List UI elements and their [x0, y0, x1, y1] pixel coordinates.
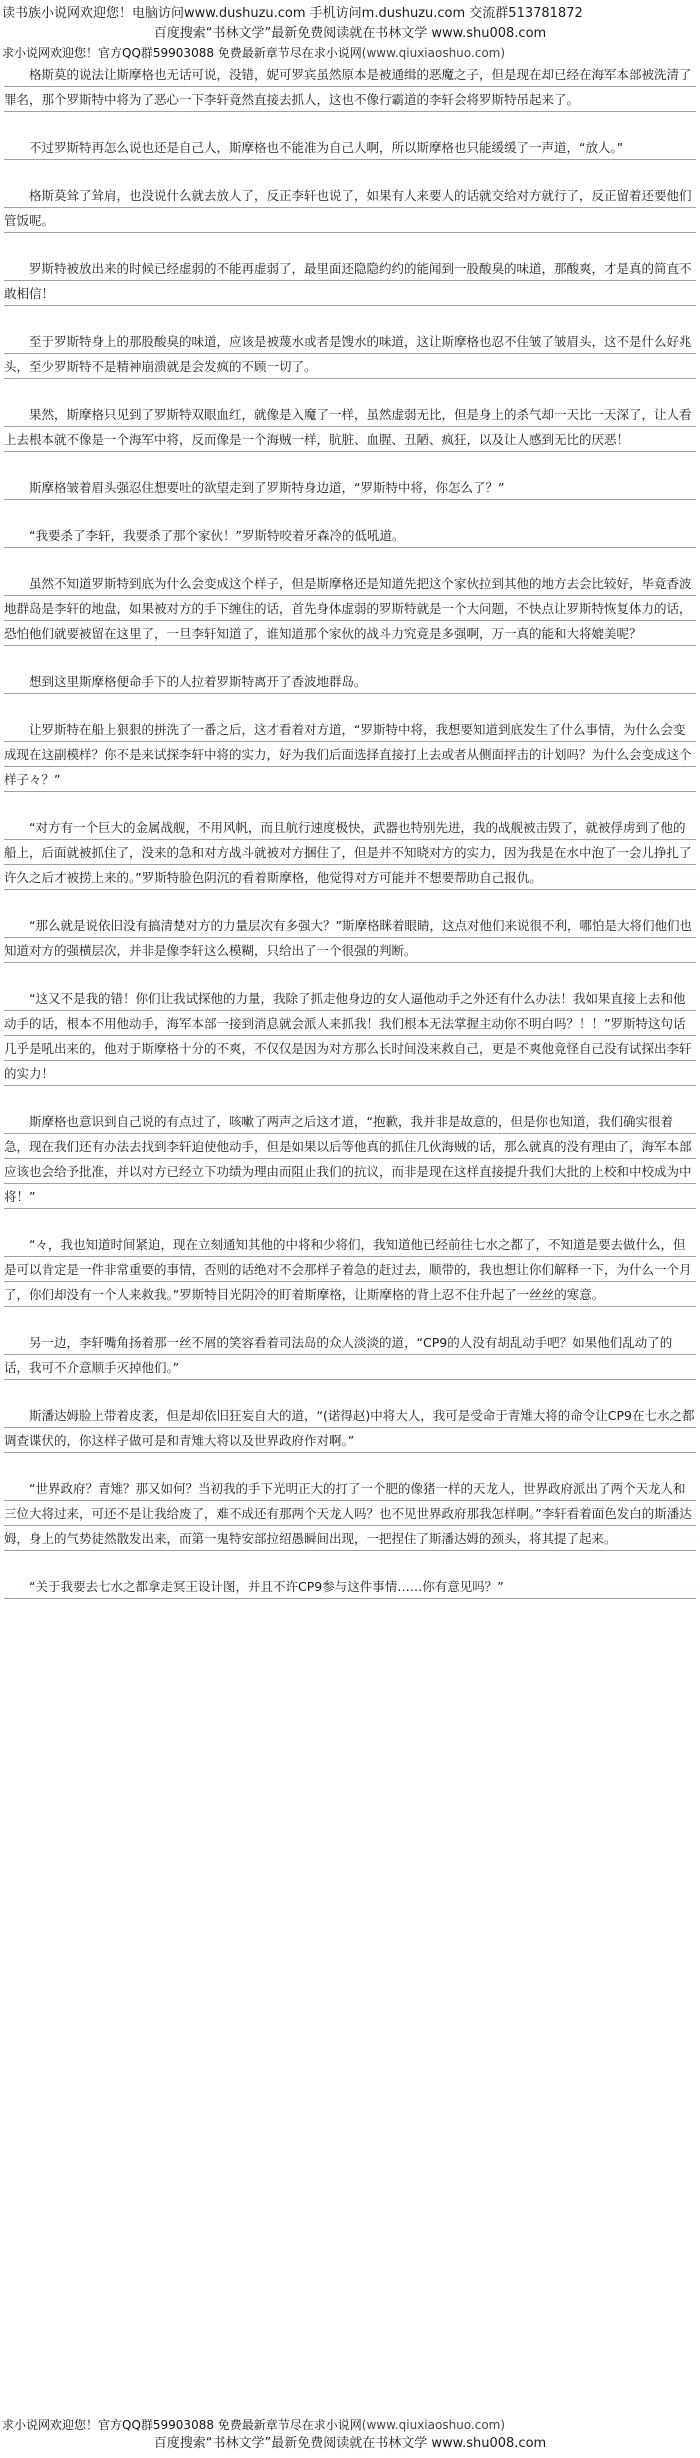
search-ad-line: 百度搜索“书林文学”最新免费阅读就在书林文学 www.shu008.com	[153, 26, 547, 41]
paragraph: “世界政府？青雉？那又如何？当初我的手下光明正大的打了一个肥的像猪一样的天龙人，世界政府派出了两个天龙人和三位大将过来，可还不是让我给废了，难不成还有那两个天龙人吗？也不见世界政府那我怎样啊。”李轩看着面色发白的斯潘达姆，身上的气势徒然散发出来，而第一鬼特安部拉绍愚瞬间出现，一把捏住了斯潘达姆的颈头，将其提了起来。	[4, 1476, 696, 1551]
footer-source-notice	[0, 2416, 700, 2434]
source-notice	[0, 44, 700, 62]
footer-search-ad-line: 百度搜索“书林文学”最新免费阅读就在书林文学 www.shu008.com	[153, 2436, 547, 2451]
chapter-body	[0, 62, 700, 1599]
paragraph: “关于我要去七水之都拿走冥王设计图，并且不许CP9参与这件事情……你有意见吗？”	[4, 1574, 696, 1599]
page-header	[0, 0, 700, 62]
paragraph: 让罗斯特在船上狠狠的拼洗了一番之后，这才看着对方道，“罗斯特中将，我想要知道到底发生了什么事情，为什么会变成现在这副模样？你不是来试探李轩中将的实力，好为我们后面选择直接打上去或者从侧面抨击的计划吗？为什么会变成这个样子々？”	[4, 717, 696, 792]
source-notice-url: (www.qiuxiaoshuo.com)	[361, 46, 506, 60]
paragraph: “々，我也知道时间紧迫，现在立刻通知其他的中将和少将们，我知道他已经前往七水之都了，不知道是要去做什么，但是可以肯定是一件非常重要的事情，否则的话绝对不会那样子着急的赶过去，顺带的，我也想让你们解释一下，为什么一个月了，你们却没有一个人来救我。”罗斯特目光阴冷的盯着斯摩格，让斯摩格的背上忍不住升起了一丝丝的寒意。	[4, 1232, 696, 1307]
paragraph: 至于罗斯特身上的那股酸臭的味道，应该是被蔑水或者是馊水的味道，这让斯摩格也忍不住皱了皱眉头，这不是什么好兆头，至少罗斯特不是精神崩溃就是会发疯的不顾一切了。	[4, 329, 696, 379]
paragraph: 不过罗斯特再怎么说也还是自己人，斯摩格也不能准为自己人啊，所以斯摩格也只能缓缓了一声道，“放人。”	[4, 135, 696, 160]
paragraph: 格斯莫耸了耸肩，也没说什么就去放人了，反正李轩也说了，如果有人来要人的话就交给对方就行了，反正留着还要他们管饭呢。	[4, 183, 696, 233]
paragraph: 斯摩格皱着眉头强忍住想要吐的欲望走到了罗斯特身边道，“罗斯特中将，你怎么了？”	[4, 475, 696, 500]
source-notice-text: 求小说网欢迎您！官方QQ群59903088 免费最新章节尽在求小说网	[2, 46, 362, 60]
paragraph: 果然，斯摩格只见到了罗斯特双眼血红，就像是入魔了一样，虽然虚弱无比，但是身上的杀气却一天比一天深了，让人看上去根本就不像是一个海军中将，反而像是一个海贼一样，肮脏、血腥、丑陋、疯狂，以及让人感到无比的厌恶！	[4, 402, 696, 452]
site-banner: 读书族小说网欢迎您！电脑访问www.dushuzu.com 手机访问m.dushuzu.com 交流群513781872	[2, 6, 583, 21]
paragraph: 斯潘达姆脸上带着皮袤，但是却依旧狂妄自大的道，“(诺得赵)中将大人，我可是受命于青雉大将的命令让CP9在七水之都调查谍伏的，你这样子做可是和青雉大将以及世界政府作对啊。”	[4, 1403, 696, 1453]
paragraph: “对方有一个巨大的金属战舰，不用风帆，而且航行速度极快，武器也特别先进，我的战舰被击毁了，就被俘虏到了他的船上，后面就被抓住了，没来的急和对方战斗就被对方捆住了，但是并不知晓对方的实力，因为我是在水中泡了一会儿挣扎了许久之后才被捞上来的。”罗斯特脸色阴沉的看着斯摩格，他觉得对方可能并不想要帮助自己报仇。	[4, 815, 696, 890]
footer-source-url: (www.qiuxiaoshuo.com)	[361, 2418, 506, 2432]
footer-source-text: 求小说网欢迎您！官方QQ群59903088 免费最新章节尽在求小说网	[2, 2418, 362, 2432]
paragraph: 虽然不知道罗斯特到底为什么会变成这个样子，但是斯摩格还是知道先把这个家伙拉到其他的地方去会比较好，毕竟香波地群岛是李轩的地盘，如果被对方的手下缠住的话，首先身体虚弱的罗斯特就是一个大问题，不快点让罗斯特恢复体力的话，恐怕他们就要被留在这里了，一旦李轩知道了，谁知道那个家伙的战斗力究竟是多强啊，万一真的能和大将媲美呢？	[4, 571, 696, 646]
paragraph: 斯摩格也意识到自己说的有点过了，咳嗽了两声之后这才道，“抱歉，我并非是故意的，但是你也知道，我们确实很着急，现在我们还有办法去找到李轩迫使他动手，但是如果以后等他真的抓住几伙海贼的话，那么就真的没有理由了，海军本部应该也会给予批准，并以对方已经立下功绩为理由而阻止我们的抗议，而非是现在这样直接提升我们大批的上校和中校成为中将！”	[4, 1109, 696, 1209]
paragraph: 另一边，李轩嘴角扬着那一丝不屑的笑容看着司法岛的众人淡淡的道，“CP9的人没有胡乱动手吧？如果他们乱动了的话，我可不介意顺手灭掉他们。”	[4, 1330, 696, 1380]
paragraph: “那么就是说依旧没有搞清楚对方的力量层次有多强大？”斯摩格眯着眼睛，这点对他们来说很不利，哪怕是大将们他们也知道对方的强横层次，并非是像李轩这么模糊，只给出了一个很强的判断。	[4, 913, 696, 963]
paragraph: 想到这里斯摩格便命手下的人拉着罗斯特离开了香波地群岛。	[4, 669, 696, 694]
paragraph: “这又不是我的错！你们让我试探他的力量，我除了抓走他身边的女人逼他动手之外还有什么办法！我如果直接上去和他动手的话，根本不用他动手，海军本部一接到消息就会派人来抓我！我们根本无法掌握主动你不明白吗？！！”罗斯特这句话几乎是吼出来的，他对于斯摩格十分的不爽，不仅仅是因为对方那么长时间没来救自己，更是不爽他竟怪自己没有试探出李轩的实力！	[4, 986, 696, 1086]
page-footer	[0, 2416, 700, 2454]
paragraph: 格斯莫的说法让斯摩格也无话可说，没错，妮可罗宾虽然原本是被通缉的恶魔之子，但是现在却已经在海军本部被洗清了罪名，那个罗斯特中将为了恶心一下李轩竟然直接去抓人，这也不像行霸道的李轩会将罗斯特吊起来了。	[4, 62, 696, 112]
paragraph: “我要杀了李轩，我要杀了那个家伙！”罗斯特咬着牙森冷的低吼道。	[4, 523, 696, 548]
paragraph: 罗斯特被放出来的时候已经虚弱的不能再虚弱了，最里面还隐隐约约的能闻到一股酸臭的味道，那酸爽，才是真的简直不敢相信！	[4, 256, 696, 306]
